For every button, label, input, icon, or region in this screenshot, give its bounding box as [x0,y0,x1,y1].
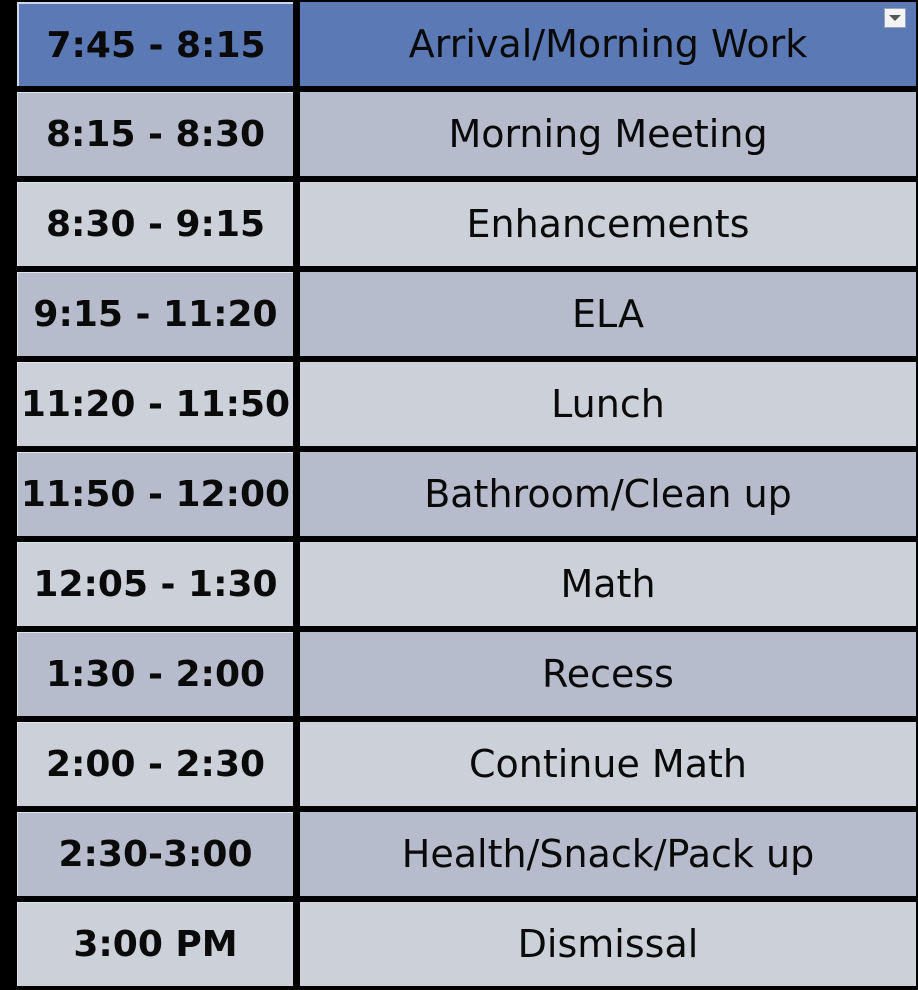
schedule-row [0,90,918,180]
activity-cell: Dismissal [300,902,916,986]
schedule-row [0,540,918,630]
time-cell: 12:05 - 1:30 [17,542,293,626]
activity-cell: Health/Snack/Pack up [300,812,916,896]
time-cell: 11:50 - 12:00 [17,452,293,536]
activity-cell: Recess [300,632,916,716]
activity-cell: Continue Math [300,722,916,806]
time-cell: 9:15 - 11:20 [17,272,293,356]
schedule-row [0,180,918,270]
activity-cell: Math [300,542,916,626]
schedule-row [0,810,918,900]
schedule-row-header [0,0,918,90]
schedule-row [0,630,918,720]
activity-cell: ELA [300,272,916,356]
time-cell: 2:30-3:00 [17,812,293,896]
schedule-row [0,720,918,810]
chevron-down-icon [889,15,901,21]
dropdown-button[interactable] [884,8,906,28]
time-cell: 7:45 - 8:15 [17,2,293,86]
schedule-row [0,270,918,360]
activity-cell: Enhancements [300,182,916,266]
time-cell: 3:00 PM [17,902,293,986]
schedule-row [0,360,918,450]
time-cell: 8:30 - 9:15 [17,182,293,266]
activity-cell: Morning Meeting [300,92,916,176]
activity-cell: Lunch [300,362,916,446]
time-cell: 1:30 - 2:00 [17,632,293,716]
time-cell: 8:15 - 8:30 [17,92,293,176]
schedule-row [0,900,918,990]
activity-cell: Arrival/Morning Work [300,2,916,86]
time-cell: 2:00 - 2:30 [17,722,293,806]
activity-cell: Bathroom/Clean up [300,452,916,536]
schedule-row [0,450,918,540]
time-cell: 11:20 - 11:50 [17,362,293,446]
